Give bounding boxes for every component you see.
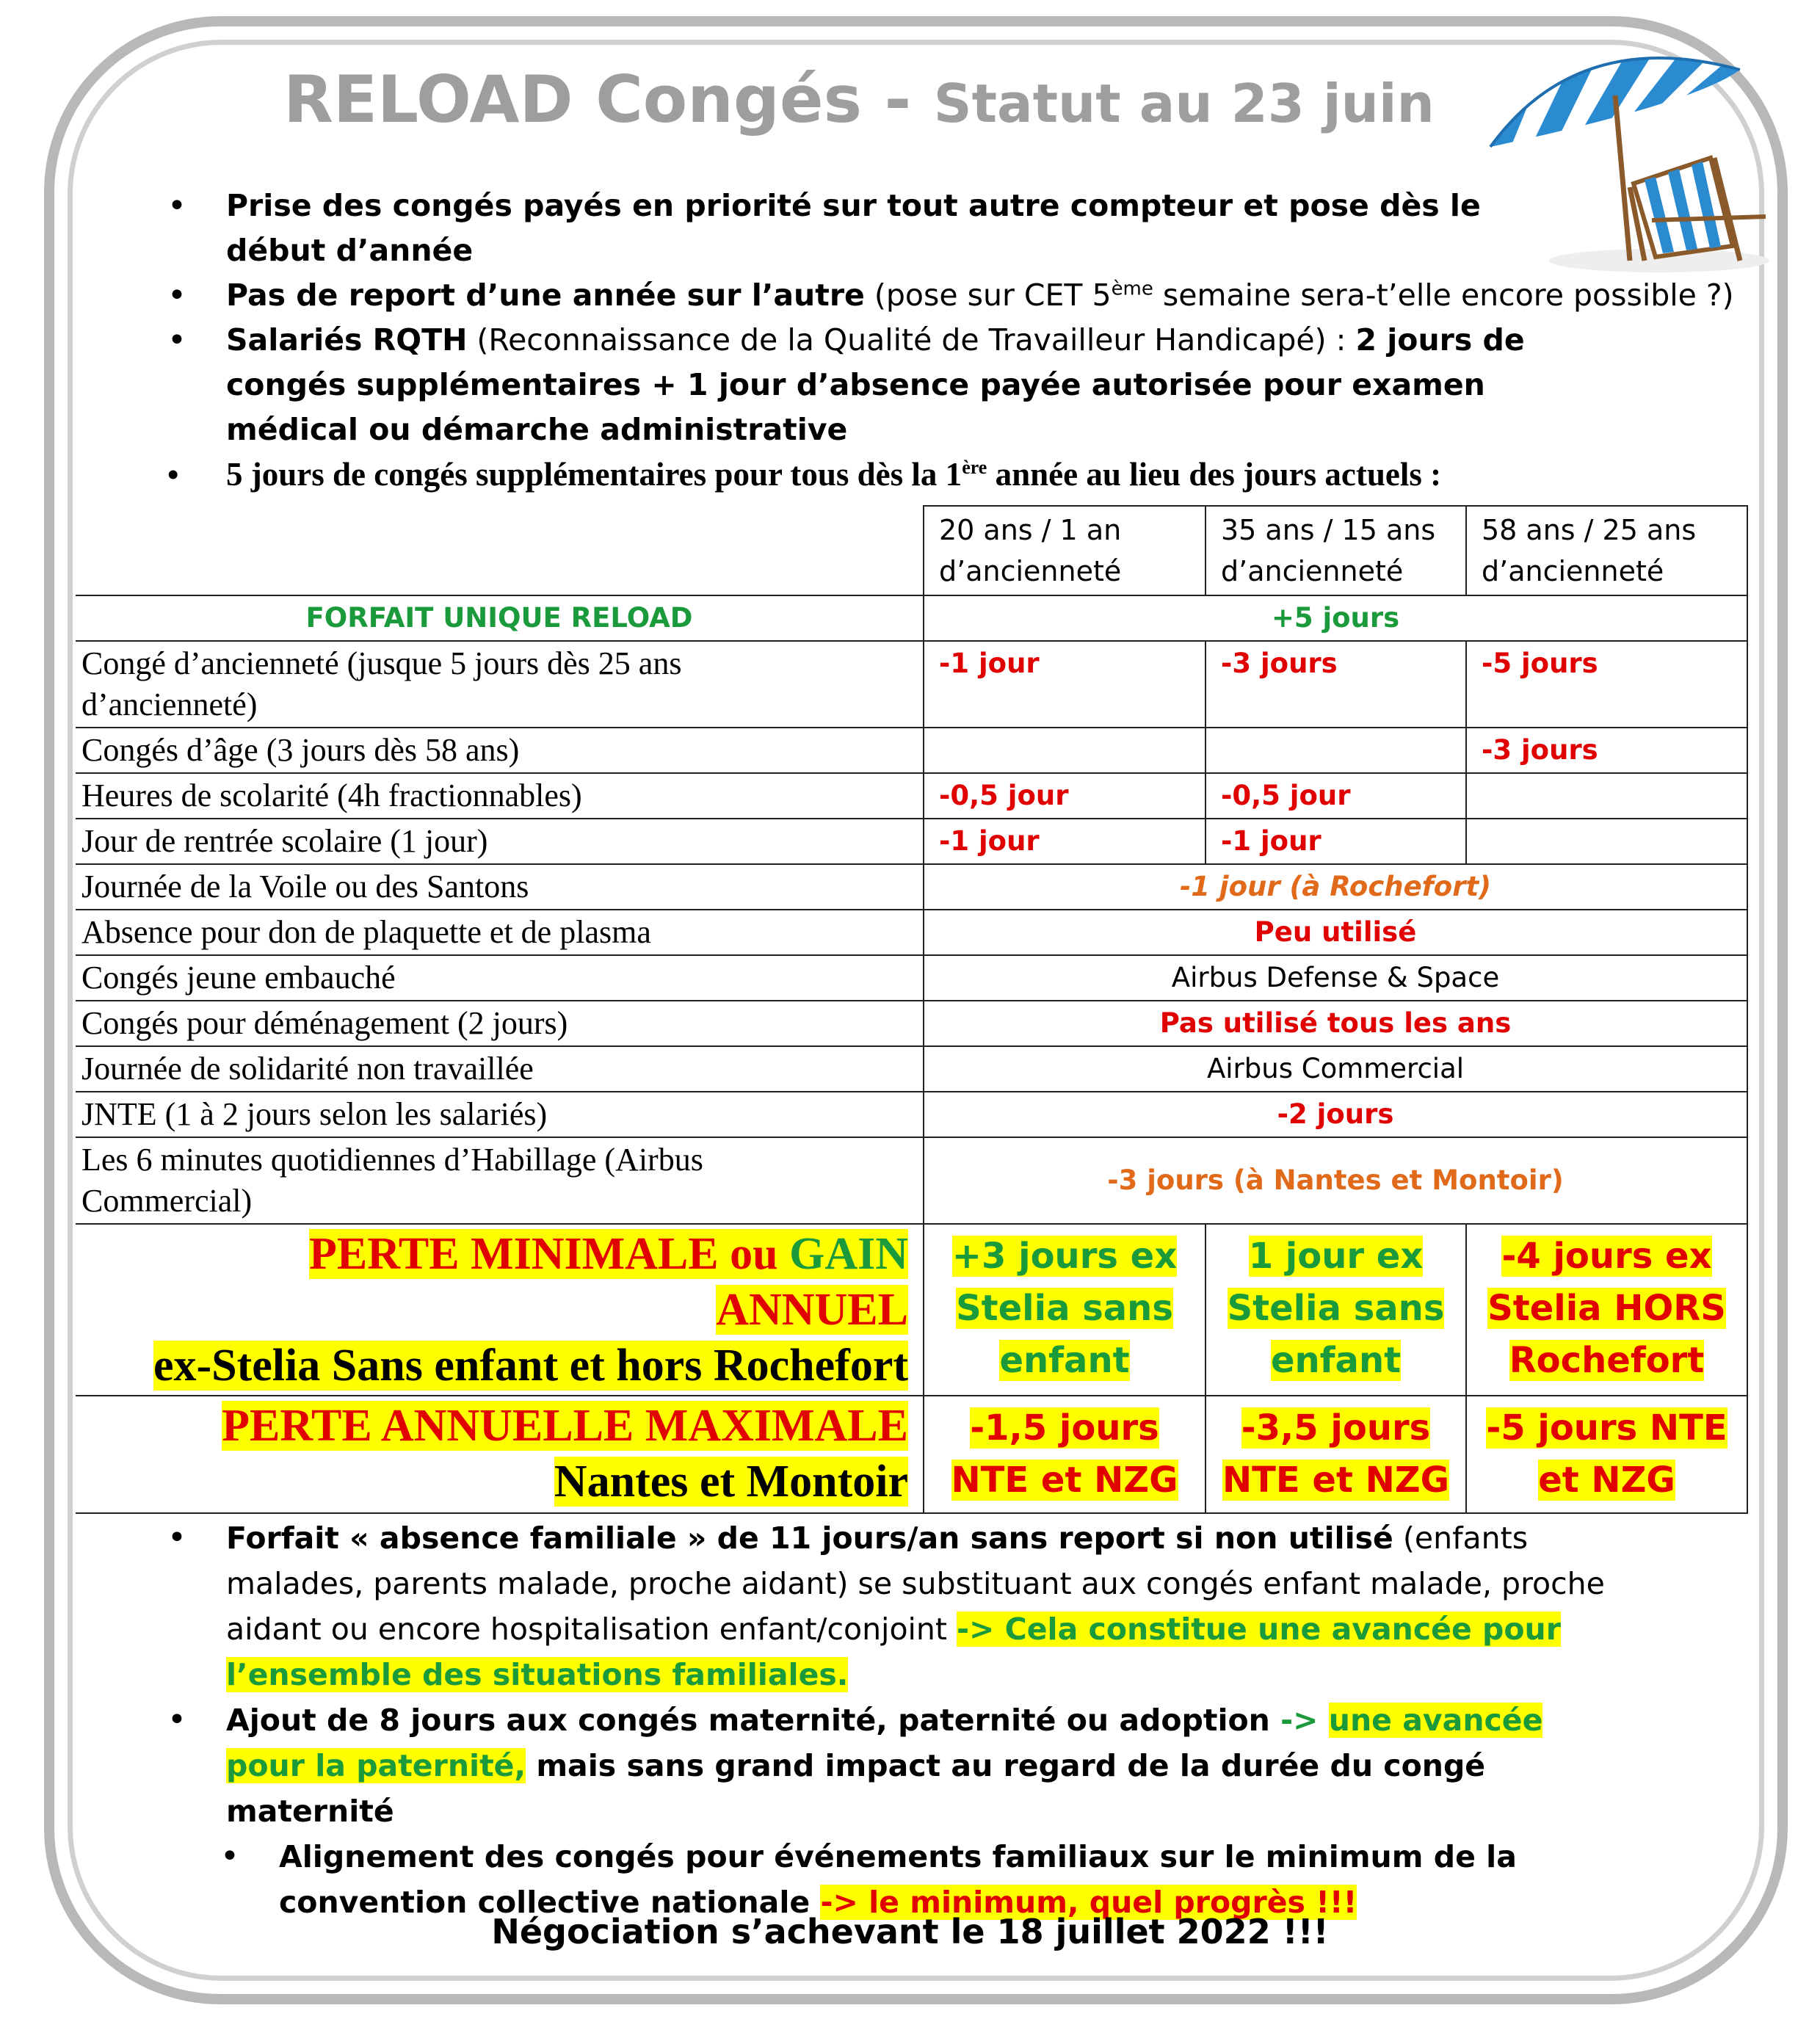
table-row [76,1137,1747,1224]
summary-max-value-text: -1,5 jours NTE et NZG [951,1407,1178,1501]
bullet-conges-payes-text: Prise des congés payés en priorité sur tout autre compteur et pose dès le début d’année [226,188,1481,268]
cell-value: -1 jour [924,819,1206,864]
cell-value: Airbus Commercial [924,1046,1747,1092]
cell-value: -1 jour [924,641,1206,728]
cell-value: -0,5 jour [924,773,1206,819]
title-sub: Statut au 23 juin [933,73,1435,134]
forfait-label: FORFAIT UNIQUE RELOAD [76,595,924,641]
negociation-footer: Négociation s’achevant le 18 juillet 2022 !!! [491,1912,1329,1951]
row-label-text: Les 6 minutes quotidiennes d’Habillage (Airbus Commercial) [81,1142,703,1219]
summary-min-label-red: PERTE MINIMALE ou [309,1229,778,1279]
table-row [76,910,1747,955]
row-label: JNTE (1 à 2 jours selon les salariés) [76,1092,924,1137]
row-label: Journée de solidarité non travaillée [76,1046,924,1092]
summary-max-value-text: -5 jours NTE et NZG [1486,1407,1727,1501]
row-label: Congés jeune embauché [76,955,924,1001]
cell-value: -5 jours [1466,641,1747,728]
bullet-rqth-bold2: 2 jours de congés supplémentaires + 1 jour d’absence payée autorisée pour examen médical ou démarche administrative [226,322,1525,447]
summary-min-value [924,1224,1206,1396]
table-row [76,641,1747,728]
summary-min-label-green: GAIN [789,1229,908,1279]
summary-min-row [76,1224,1747,1396]
summary-max-value-text: -3,5 jours NTE et NZG [1222,1407,1449,1501]
absence-familiale-bold: Forfait « absence familiale » de 11 jours/an sans report si non utilisé [226,1520,1393,1556]
maternite-highlight: une avancée pour la paternité, [226,1703,1543,1783]
absence-familiale-normal: (enfants malades, parents malade, proche aidant) se substituant aux congés enfant malade, proche aidant ou encore hospitalisation enfant/conjoint [226,1520,1605,1647]
cell-value: Pas utilisé tous les ans [924,1001,1747,1046]
column-header: 35 ans / 15 ans d’ancienneté [1206,506,1466,595]
bullet-maternite [167,1697,1606,1834]
summary-min-value-text: -4 jours ex Stelia HORS Rochefort [1487,1236,1726,1381]
table-row [76,773,1747,819]
cell-value: -0,5 jour [1206,773,1466,819]
maternite-arrow: -> [1269,1703,1329,1738]
summary-min-value-text: 1 jour ex Stelia sans enfant [1227,1236,1445,1381]
cell-value: -1 jour (à Rochefort) [924,864,1747,910]
row-label: Absence pour don de plaquette et de plasma [76,910,924,955]
summary-max-label-red: PERTE ANNUELLE MAXIMALE [222,1401,908,1451]
cell-value: -3 jours [1466,728,1747,773]
summary-min-label [76,1224,924,1396]
table-row [76,955,1747,1001]
row-label: Jour de rentrée scolaire (1 jour) [76,819,924,864]
forfait-row [76,595,1747,641]
table-row [76,1046,1747,1092]
cell-value [924,728,1206,773]
table-header-row [76,506,1747,595]
cell-value: -1 jour [1206,819,1466,864]
summary-max-value [1466,1396,1747,1513]
summary-min-label-black: ex-Stelia Sans enfant et hors Rochefort [153,1341,908,1391]
summary-max-value [924,1396,1206,1513]
bullet-rqth-normal: (Reconnaissance de la Qualité de Travailleur Handicapé) : [467,322,1356,358]
bullet-conges-payes [167,184,1540,273]
summary-min-value [1466,1224,1747,1396]
cell-value: -3 jours [1206,641,1466,728]
bullet-absence-familiale [167,1515,1606,1697]
cell-value: Airbus Defense & Space [924,955,1747,1001]
row-label [76,641,924,728]
cell-value [1206,728,1466,773]
absence-familiale-highlight: -> Cela constitue une avancée pour l’ensemble des situations familiales. [226,1612,1561,1692]
row-label [76,1137,924,1224]
maternite-bold-end: mais sans grand impact au regard de la durée du congé maternité [226,1748,1486,1829]
cell-value [1466,773,1747,819]
table-row [76,1001,1747,1046]
bullet-report-bold: Pas de report d’une année sur l’autre [226,278,865,313]
row-label: Journée de la Voile ou des Santons [76,864,924,910]
forfait-value: +5 jours [924,595,1747,641]
cell-value: -2 jours [924,1092,1747,1137]
summary-max-row [76,1396,1747,1513]
row-label: Congés d’âge (3 jours dès 58 ans) [76,728,924,773]
bullet-5-jours-sup: ère [962,457,987,478]
title-main: RELOAD Congés [283,62,862,137]
conges-table [76,505,1748,1514]
cell-value [1466,819,1747,864]
bullet-5-jours-text-b: année au lieu des jours actuels : [987,456,1442,493]
alignement-bold: Alignement des congés pour événements familiaux sur le minimum de la convention collective nationale [279,1839,1517,1920]
table-row [76,864,1747,910]
bullet-5-jours [167,452,1694,497]
page-title [0,62,1718,137]
bullet-report-sup: ème [1111,278,1153,300]
summary-max-label [76,1396,924,1513]
row-label: Congés pour déménagement (2 jours) [76,1001,924,1046]
row-label-text: Congé d’ancienneté (jusque 5 jours dès 25 ans d’ancienneté) [81,645,682,722]
summary-max-label-black: Nantes et Montoir [554,1457,908,1507]
summary-min-label-red2: ANNUEL [716,1285,908,1335]
bullet-rqth [167,318,1570,452]
bullet-list-top [167,184,1734,497]
bullet-report-normal-b: semaine sera-t’elle encore possible ?) [1153,278,1734,313]
row-label: Heures de scolarité (4h fractionnables) [76,773,924,819]
summary-min-value-text: +3 jours ex Stelia sans enfant [951,1236,1178,1381]
table-row [76,819,1747,864]
title-separator: - [861,62,934,137]
cell-value: -3 jours (à Nantes et Montoir) [924,1137,1747,1224]
summary-max-value [1206,1396,1466,1513]
bullet-5-jours-text-a: 5 jours de congés supplémentaires pour tous dès la 1 [226,456,962,493]
maternite-bold: Ajout de 8 jours aux congés maternité, paternité ou adoption [226,1703,1270,1738]
table-header-empty [76,506,924,595]
table-row [76,1092,1747,1137]
alignement-highlight: -> le minimum, quel progrès !!! [820,1885,1357,1920]
column-header: 58 ans / 25 ans d’ancienneté [1466,506,1747,595]
cell-value: Peu utilisé [924,910,1747,955]
summary-min-value [1206,1224,1466,1396]
bullet-report [167,273,1734,318]
bullet-rqth-bold: Salariés RQTH [226,322,468,358]
column-header: 20 ans / 1 an d’ancienneté [924,506,1206,595]
table-row [76,728,1747,773]
bullet-list-bottom [167,1515,1716,1925]
bullet-report-normal-a: (pose sur CET 5 [864,278,1112,313]
